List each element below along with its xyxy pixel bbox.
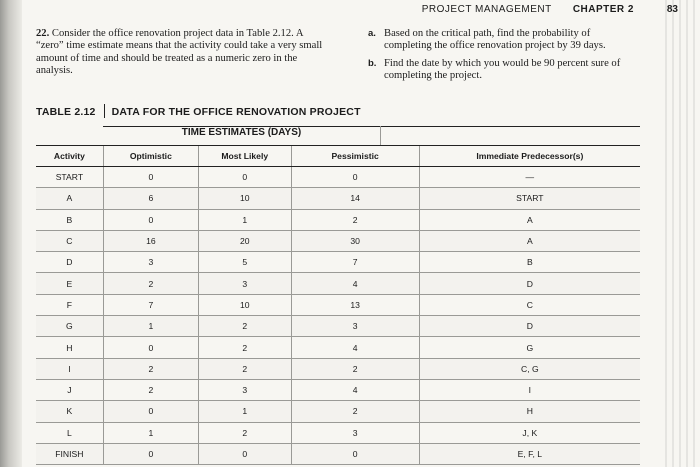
cell-pessimistic: 14 bbox=[291, 188, 419, 209]
cell-most-likely: 1 bbox=[198, 209, 291, 230]
cell-optimistic: 0 bbox=[103, 443, 198, 464]
cell-activity: I bbox=[36, 358, 103, 379]
cell-predecessors: D bbox=[419, 316, 640, 337]
cell-optimistic: 2 bbox=[103, 273, 198, 294]
cell-pessimistic: 13 bbox=[291, 294, 419, 315]
cell-optimistic: 2 bbox=[103, 358, 198, 379]
problem-number: 22. bbox=[36, 28, 50, 39]
renovation-data-table bbox=[36, 145, 640, 465]
cell-pessimistic: 2 bbox=[291, 209, 419, 230]
table-row bbox=[36, 401, 640, 422]
cell-predecessors: C bbox=[419, 294, 640, 315]
cell-optimistic: 1 bbox=[103, 316, 198, 337]
problem-part-a bbox=[368, 28, 640, 53]
cell-most-likely: 2 bbox=[198, 316, 291, 337]
cell-most-likely: 1 bbox=[198, 401, 291, 422]
header-chapter: CHAPTER 2 bbox=[572, 4, 634, 15]
table-row bbox=[36, 443, 640, 464]
cell-predecessors: C, G bbox=[419, 358, 640, 379]
cell-activity: J bbox=[36, 379, 103, 400]
cell-activity: C bbox=[36, 230, 103, 251]
cell-optimistic: 1 bbox=[103, 422, 198, 443]
page-edge-scan-artifact bbox=[660, 0, 700, 467]
cell-pessimistic: 30 bbox=[291, 230, 419, 251]
running-header bbox=[404, 4, 634, 15]
cell-activity: H bbox=[36, 337, 103, 358]
table-row bbox=[36, 209, 640, 230]
cell-predecessors: E, F, L bbox=[419, 443, 640, 464]
table-row bbox=[36, 188, 640, 209]
cell-optimistic: 2 bbox=[103, 379, 198, 400]
cell-activity: K bbox=[36, 401, 103, 422]
problem-part-b bbox=[368, 58, 640, 83]
table-row bbox=[36, 273, 640, 294]
cell-pessimistic: 0 bbox=[291, 167, 419, 188]
cell-predecessors: START bbox=[419, 188, 640, 209]
cell-pessimistic: 4 bbox=[291, 379, 419, 400]
cell-optimistic: 0 bbox=[103, 167, 198, 188]
cell-most-likely: 5 bbox=[198, 252, 291, 273]
problem-text: Consider the office renovation project data in Table 2.12. A “zero” time estimate means that the activity could take a very small amount of time and should be treated as a numeric zero in the analysis. bbox=[36, 28, 323, 77]
column-header-pessimistic: Pessimistic bbox=[291, 146, 419, 167]
cell-predecessors: G bbox=[419, 337, 640, 358]
cell-optimistic: 16 bbox=[103, 230, 198, 251]
cell-most-likely: 10 bbox=[198, 188, 291, 209]
cell-predecessors: I bbox=[419, 379, 640, 400]
table-title: DATA FOR THE OFFICE RENOVATION PROJECT bbox=[111, 106, 361, 118]
cell-predecessors: — bbox=[419, 167, 640, 188]
cell-activity: B bbox=[36, 209, 103, 230]
problem-statement bbox=[36, 28, 328, 78]
cell-predecessors: H bbox=[419, 401, 640, 422]
table-row bbox=[36, 379, 640, 400]
cell-predecessors: B bbox=[419, 252, 640, 273]
cell-most-likely: 2 bbox=[198, 422, 291, 443]
table-body bbox=[36, 167, 640, 465]
cell-activity: E bbox=[36, 273, 103, 294]
cell-pessimistic: 2 bbox=[291, 401, 419, 422]
cell-pessimistic: 3 bbox=[291, 316, 419, 337]
header-section: PROJECT MANAGEMENT bbox=[421, 4, 552, 15]
cell-activity: START bbox=[36, 167, 103, 188]
table-caption bbox=[36, 104, 361, 118]
table-row bbox=[36, 358, 640, 379]
part-text: Find the date by which you would be 90 percent sure of completing the project. bbox=[384, 57, 621, 82]
cell-optimistic: 0 bbox=[103, 401, 198, 422]
table-row bbox=[36, 252, 640, 273]
caption-divider bbox=[104, 104, 105, 118]
cell-predecessors: A bbox=[419, 209, 640, 230]
cell-pessimistic: 4 bbox=[291, 273, 419, 294]
column-header-optimistic: Optimistic bbox=[103, 146, 198, 167]
problem-parts bbox=[368, 28, 640, 88]
part-label: b. bbox=[368, 57, 377, 69]
table-row bbox=[36, 167, 640, 188]
table-row bbox=[36, 422, 640, 443]
cell-activity: D bbox=[36, 252, 103, 273]
cell-pessimistic: 4 bbox=[291, 337, 419, 358]
page-gutter-shadow bbox=[0, 0, 22, 467]
cell-optimistic: 3 bbox=[103, 252, 198, 273]
cell-most-likely: 20 bbox=[198, 230, 291, 251]
cell-activity: FINISH bbox=[36, 443, 103, 464]
part-label: a. bbox=[368, 28, 376, 39]
part-text: Based on the critical path, find the probability of completing the office renovation project by 39 days. bbox=[384, 28, 606, 52]
cell-optimistic: 0 bbox=[103, 209, 198, 230]
cell-activity: L bbox=[36, 422, 103, 443]
cell-activity: G bbox=[36, 316, 103, 337]
table-group-header: TIME ESTIMATES (DAYS) bbox=[181, 127, 302, 138]
column-header-most-likely: Most Likely bbox=[198, 146, 291, 167]
column-header-activity: Activity bbox=[36, 146, 103, 167]
cell-pessimistic: 7 bbox=[291, 252, 419, 273]
cell-pessimistic: 2 bbox=[291, 358, 419, 379]
cell-optimistic: 6 bbox=[103, 188, 198, 209]
cell-optimistic: 7 bbox=[103, 294, 198, 315]
table-label: TABLE 2.12 bbox=[36, 106, 96, 118]
table-row bbox=[36, 230, 640, 251]
cell-most-likely: 0 bbox=[198, 443, 291, 464]
page-number: 83 bbox=[666, 4, 678, 15]
cell-pessimistic: 3 bbox=[291, 422, 419, 443]
cell-predecessors: A bbox=[419, 230, 640, 251]
cell-most-likely: 3 bbox=[198, 273, 291, 294]
table-row bbox=[36, 294, 640, 315]
cell-activity: F bbox=[36, 294, 103, 315]
cell-optimistic: 0 bbox=[103, 337, 198, 358]
cell-predecessors: D bbox=[419, 273, 640, 294]
cell-activity: A bbox=[36, 188, 103, 209]
table-header-row bbox=[36, 146, 640, 167]
table-row bbox=[36, 337, 640, 358]
cell-predecessors: J, K bbox=[419, 422, 640, 443]
cell-pessimistic: 0 bbox=[291, 443, 419, 464]
group-header-divider bbox=[380, 126, 381, 145]
cell-most-likely: 0 bbox=[198, 167, 291, 188]
column-header-predecessors: Immediate Predecessor(s) bbox=[419, 146, 640, 167]
cell-most-likely: 2 bbox=[198, 337, 291, 358]
cell-most-likely: 10 bbox=[198, 294, 291, 315]
table-row bbox=[36, 316, 640, 337]
cell-most-likely: 3 bbox=[198, 379, 291, 400]
cell-most-likely: 2 bbox=[198, 358, 291, 379]
